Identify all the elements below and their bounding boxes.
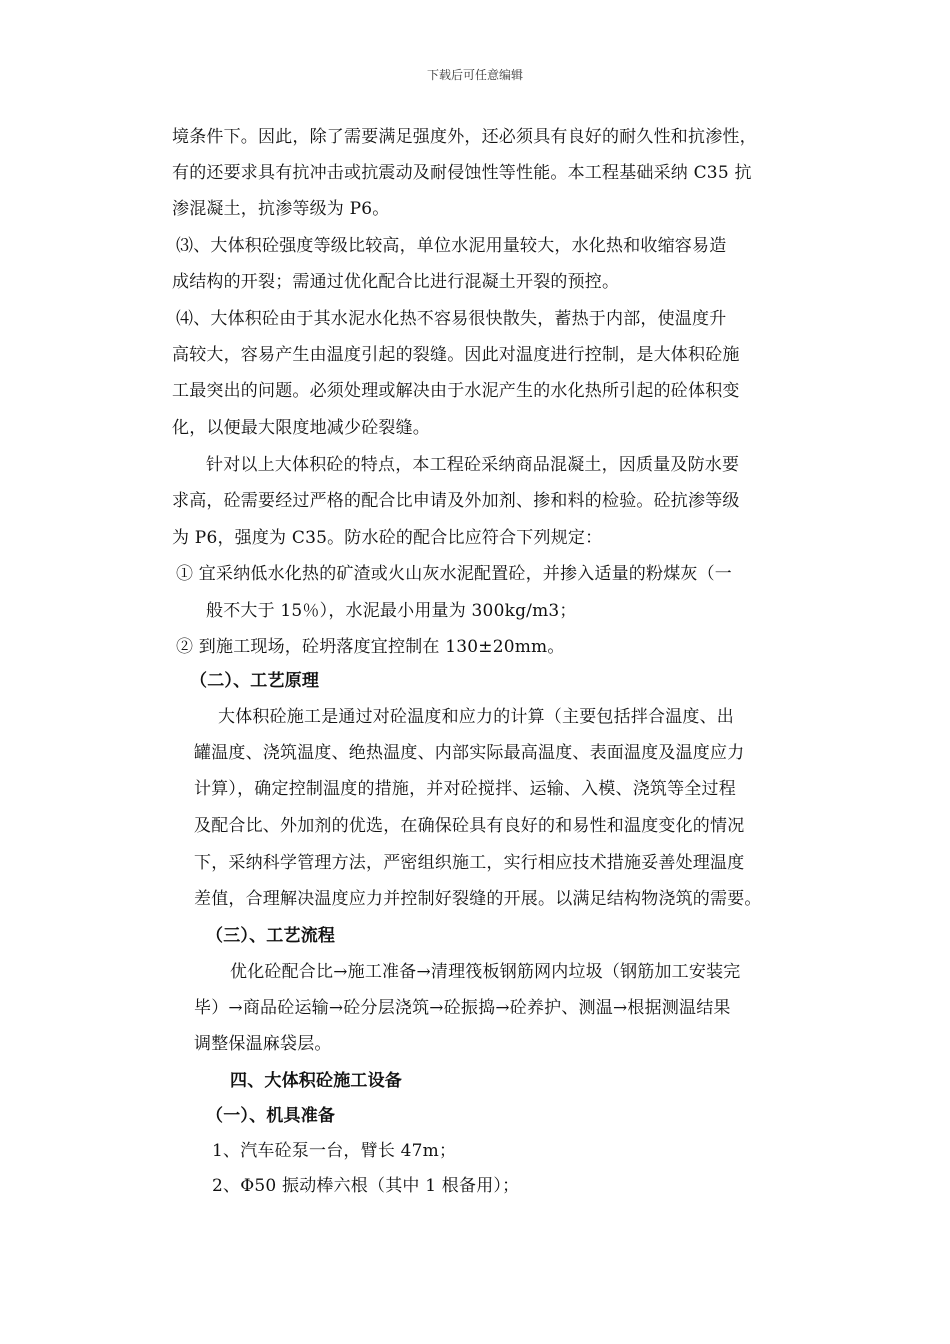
text-line: 般不大于 15％），水泥最小用量为 300kg/m3； (206, 601, 577, 621)
text-line: ⑷、大体积砼由于其水泥水化热不容易很快散失，蓄热于内部，使温度升 (176, 309, 727, 329)
text-line: 渗混凝土，抗渗等级为 P6。 (172, 199, 390, 219)
section-heading: （三）、工艺流程 (206, 926, 336, 946)
text-line: 及配合比、外加剂的优选，在确保砼具有良好的和易性和温度变化的情况 (194, 816, 745, 836)
text-line: 计算），确定控制温度的措施，并对砼搅拌、运输、入模、浇筑等全过程 (194, 779, 736, 799)
text-line: 差值，合理解决温度应力并控制好裂缝的开展。以满足结构物浇筑的需要。 (194, 889, 762, 909)
text-line: ② 到施工现场，砼坍落度宜控制在 130±20mm。 (176, 637, 565, 657)
list-item: 1、汽车砼泵一台，臂长 47m； (212, 1141, 457, 1161)
section-heading: （一）、机具准备 (206, 1106, 336, 1126)
text-line: 工最突出的问题。必须处理或解决由于水泥产生的水化热所引起的砼体积变 (172, 381, 740, 401)
text-line: 大体积砼施工是通过对砼温度和应力的计算（主要包括拌合温度、出 (218, 707, 734, 727)
text-line: 高较大，容易产生由温度引起的裂缝。因此对温度进行控制，是大体积砼施 (172, 345, 740, 365)
text-line: 针对以上大体积砼的特点，本工程砼采纳商品混凝土，因质量及防水要 (206, 455, 740, 475)
section-heading: （二）、工艺原理 (190, 671, 320, 691)
text-line: 调整保温麻袋层。 (194, 1034, 332, 1054)
page-header: 下载后可任意编辑 (426, 68, 523, 82)
text-line: 优化砼配合比→施工准备→清理筏板钢筋网内垃圾（钢筋加工安装完 (230, 962, 741, 982)
text-line: ① 宜采纳低水化热的矿渣或火山灰水泥配置砼，并掺入适量的粉煤灰（一 (176, 564, 733, 584)
text-line: 为 P6，强度为 C35。防水砼的配合比应符合下列规定： (172, 528, 603, 548)
text-line: 成结构的开裂；需通过优化配合比进行混凝土开裂的预控。 (172, 272, 620, 292)
text-line: 化，以便最大限度地减少砼裂缝。 (172, 418, 430, 438)
text-line: 求高，砼需要经过严格的配合比申请及外加剂、掺和料的检验。砼抗渗等级 (172, 491, 740, 511)
text-line: 有的还要求具有抗冲击或抗震动及耐侵蚀性等性能。本工程基础采纳 C35 抗 (172, 163, 752, 183)
section-heading: 四、大体积砼施工设备 (230, 1071, 402, 1091)
text-line: 下，采纳科学管理方法，严密组织施工，实行相应技术措施妥善处理温度 (194, 853, 745, 873)
list-item: 2、Φ50 振动棒六根（其中 1 根备用）； (212, 1176, 520, 1196)
text-line: 罐温度、浇筑温度、绝热温度、内部实际最高温度、表面温度及温度应力 (194, 743, 745, 763)
text-line: 境条件下。因此，除了需要满足强度外，还必须具有良好的耐久性和抗渗性， (172, 127, 757, 147)
text-line: 毕）→商品砼运输→砼分层浇筑→砼振捣→砼养护、测温→根据测温结果 (194, 998, 731, 1018)
text-line: ⑶、大体积砼强度等级比较高，单位水泥用量较大，水化热和收缩容易造 (176, 236, 727, 256)
